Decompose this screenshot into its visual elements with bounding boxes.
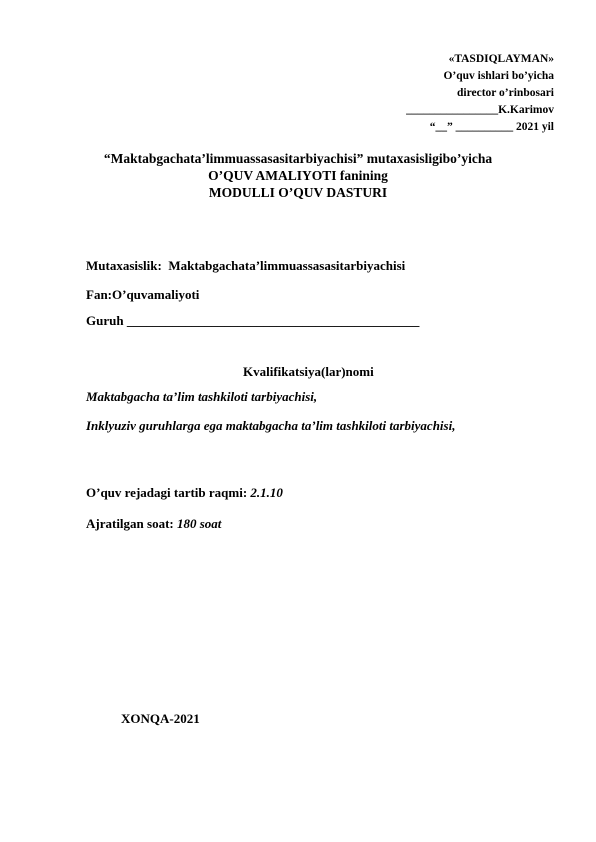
- title-line2: O’QUV AMALIYOTI fanining: [208, 168, 388, 183]
- approval-signature: [406, 103, 554, 117]
- signatory-name: K.Karimov: [498, 104, 554, 116]
- group-label: Guruh: [86, 313, 124, 328]
- qualification-item-1: Maktabgacha ta’lim tashkiloti tarbiyachisi,: [86, 389, 318, 404]
- hours-label: Ajratilgan soat:: [86, 516, 174, 531]
- order-number-line: [86, 485, 283, 501]
- place-year: XONQA-2021: [121, 711, 200, 726]
- specialty-value: Maktabgachata’limmuassasasitarbiyachisi: [168, 258, 406, 273]
- approval-position-line2: director o’rinbosari: [457, 87, 554, 99]
- group-blank: _____________________________________________: [126, 313, 420, 328]
- title-line1: “Maktabgachata’limmuassasasitarbiyachisi” mutaxasisligibo’yicha: [103, 151, 493, 166]
- qualification-item-2: Inklyuziv guruhlarga ega maktabgacha ta’lim tashkiloti tarbiyachisi,: [86, 418, 456, 433]
- hours-line: [86, 516, 221, 532]
- qualifications-heading: Kvalifikatsiya(lar)nomi: [243, 364, 374, 379]
- signature-blank: ________________: [406, 104, 499, 116]
- approval-heading: «TASDIQLAYMAN»: [448, 53, 554, 65]
- order-number-label: O’quv rejadagi tartib raqmi:: [86, 485, 248, 500]
- subject-line: Fan:O’quvamaliyoti: [86, 287, 200, 302]
- approval-position-line1: O’quv ishlari bo’yicha: [443, 70, 554, 82]
- specialty-label: Mutaxasislik:: [86, 258, 162, 273]
- specialty-line: [86, 258, 405, 274]
- title-line3: MODULLI O’QUV DASTURI: [208, 185, 388, 200]
- group-line: [86, 313, 419, 329]
- hours-value: 180 soat: [177, 516, 222, 531]
- order-number-value: 2.1.10: [250, 485, 283, 500]
- approval-date: “__” __________ 2021 yil: [429, 121, 554, 133]
